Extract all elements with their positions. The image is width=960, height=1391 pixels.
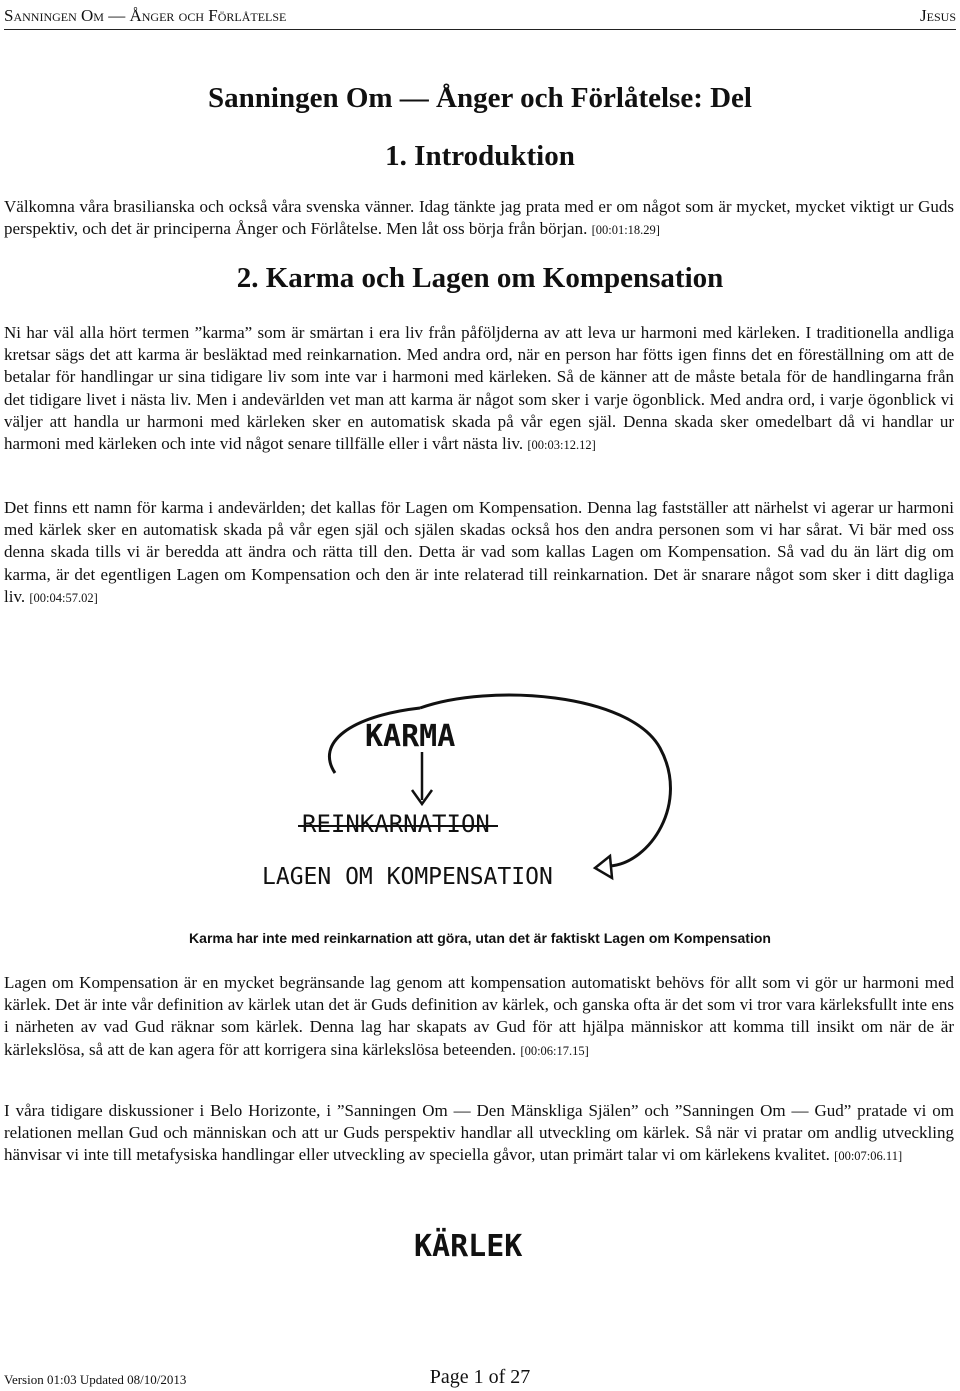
- paragraph-begransande: [4, 972, 954, 1062]
- paragraph-text: Ni har väl alla hört termen ”karma” som är smärtan i era liv från påföljderna av att leva ur harmoni med kärleken. I traditionella andliga kretsar sägs det att karma är besläktad med reinkarnation. Med andra ord, när en person har fötts igen finns det en föreställning om att de betalar för handlingar ur sina tidigare liv som inte var i harmoni med kärleken. Så de känner att de måste betala för de handlingarna från det tidigare livet i nästa liv. Men i andevärlden vet man att karma är något som sker i varje ögonblick. Med andra ord, i varje ögonblick vi väljer att handla ur harmoni med kärleken sker en automatisk skada på vår egen själ. Denna skada sker omedelbart då vi handlar ur harmoni med kärleken och inte vid något senare tillfälle eller i vårt nästa liv.: [4, 323, 954, 454]
- loop-curve: [420, 695, 670, 866]
- section-heading-introduktion: 1. Introduktion: [385, 140, 575, 172]
- timestamp: [00:06:17.15]: [520, 1043, 589, 1058]
- timestamp: [00:01:18.29]: [591, 223, 660, 238]
- paragraph-karma: [4, 322, 954, 456]
- footer-page-number: Page 1 of 27: [429, 1366, 531, 1388]
- diagram-label-karlek: KÄRLEK: [414, 1229, 523, 1264]
- timestamp: [00:03:12.12]: [527, 438, 596, 453]
- figure-caption: Karma har inte med reinkarnation att göra, utan det är faktiskt Lagen om Kompensation: [189, 930, 771, 946]
- paragraph-text: Lagen om Kompensation är en mycket begränsande lag genom att kompensation automatiskt behövs för allt som vi gör ur harmoni med kärlek. Det är inte vår definition av kärlek utan det är Guds definition av kärlek, och ganska ofta är det som vi tror vara kärleksfullt inte ens i närheten av vad Gud räknar som kärlek. Denna lag har skapats av Gud för att hjälpa människor att komma till insikt om när de är kärlekslösa, så att de kan agera för att korrigera sina kärlekslösa beteenden.: [4, 973, 954, 1059]
- timestamp: [00:07:06.11]: [834, 1149, 903, 1164]
- arrow-head-icon: [595, 856, 612, 878]
- header-title: Sanningen Om — Ånger och Förlåtelse: [4, 6, 287, 25]
- footer-version: Version 01:03 Updated 08/10/2013: [4, 1372, 187, 1387]
- paragraph-text: Det finns ett namn för karma i andevärlden; det kallas för Lagen om Kompensation. Denna lag fastställer att närhelst vi agerar ur harmoni med kärlek sker en automatisk skada på vår egen själ och själen skadas också hos den andra personen som vi har sårat. Vi bär med oss denna skada tills vi är beredda att ändra och rätta till den. Detta är vad som kallas Lagen om Kompensation. Så vad du än lärt dig om karma, är det egentligen Lagen om Kompensation och den är inte relaterad till reinkarnation. Det är snarare något som sker i ditt dagliga liv.: [4, 498, 954, 606]
- paragraph-text: I våra tidigare diskussioner i Belo Horizonte, i ”Sanningen Om — Den Mänskliga Själen” och ”Sanningen Om — Gud” pratade vi om relationen mellan Gud och människan och att ur Guds perspektiv handlar all utveckling om kärlek. Så när vi pratar om andlig utveckling hänvisar vi inte till metafysiska handlingar eller utveckling av speciella gåvor, utan primärt talar vi om kärlekens kvalitet.: [4, 1101, 954, 1165]
- karma-diagram: [240, 688, 720, 898]
- diagram-label-lagen: LAGEN OM KOMPENSATION: [262, 864, 553, 890]
- paragraph-intro: [4, 196, 954, 241]
- timestamp: [00:04:57.02]: [29, 590, 98, 605]
- document-title: Sanningen Om — Ånger och Förlåtelse: Del: [208, 82, 752, 114]
- diagram-label-reinkarnation: REINKARNATION: [302, 810, 490, 838]
- paragraph-lagen: [4, 497, 954, 609]
- diagram-label-karma: KARMA: [365, 719, 456, 754]
- paragraph-text: Välkomna våra brasilianska och också våra svenska vänner. Idag tänkte jag prata med er om något som är mycket, mycket viktigt ur Guds perspektiv, och det är principerna Ånger och Förlåtelse. Men låt oss börja från början.: [4, 197, 954, 239]
- karlek-diagram: [400, 1220, 560, 1270]
- header-section: Jesus: [920, 6, 956, 25]
- page-header: [4, 6, 956, 30]
- paragraph-belo-horizonte: [4, 1100, 954, 1168]
- section-heading-karma: 2. Karma och Lagen om Kompensation: [236, 262, 724, 294]
